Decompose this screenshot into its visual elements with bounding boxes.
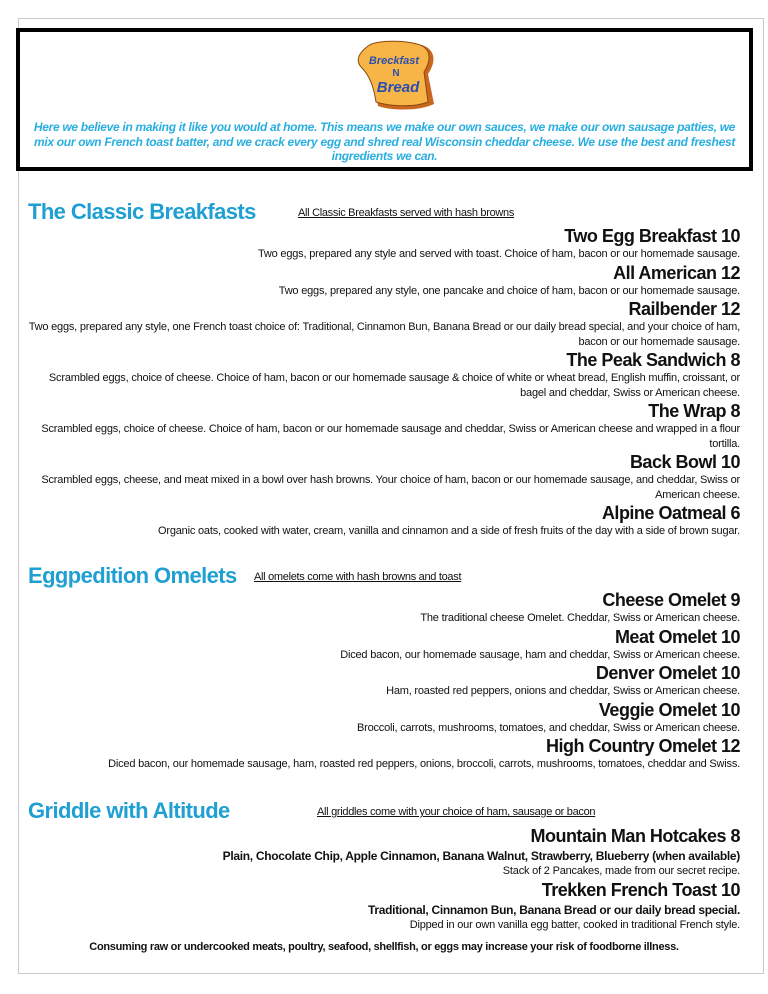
menu-item [28, 453, 740, 504]
item-desc: Dipped in our own vanilla egg batter, cooked in traditional French style. [409, 918, 740, 931]
svg-text:Bread: Bread [376, 79, 420, 96]
item-title: Meat Omelet 10 [614, 626, 740, 647]
svg-text:Breckfast: Breckfast [368, 55, 420, 67]
item-desc: Organic oats, cooked with water, cream, vanilla and cinnamon and a side of fresh fruits of the day with a side of brown sugar. [158, 525, 740, 537]
item-desc: Scrambled eggs, cheese, and meat mixed in a bowl over hash browns. Your choice of ham, bacon or our homemade sausage, and cheddar, Swiss or American cheese. [41, 474, 740, 501]
menu-item [28, 300, 740, 351]
menu-item [28, 827, 740, 881]
item-options: Traditional, Cinnamon Bun, Banana Bread or our daily bread special. [368, 902, 740, 917]
menu-item [28, 737, 740, 774]
item-desc: Diced bacon, our homemade sausage, ham, roasted red peppers, onions, broccoli, carrots, mushrooms, tomatoes, cheddar and Swiss. [108, 758, 740, 770]
item-title: The Wrap 8 [648, 401, 740, 421]
item-title: Two Egg Breakfast 10 [564, 226, 740, 246]
menu-item [28, 591, 740, 628]
item-title: Cheese Omelet 9 [602, 590, 740, 610]
section-note: All griddles come with your choice of ham, sausage or bacon [317, 806, 596, 818]
item-desc: Scrambled eggs, choice of cheese. Choice of ham, bacon or our homemade sausage and cheddar, Swiss or American cheese and wrapped in a flour tortilla. [41, 423, 740, 450]
menu-item [28, 881, 740, 935]
food-safety-disclaimer: Consuming raw or undercooked meats, poultry, seafood, shellfish, or eggs may increase your risk of foodborne illness. [89, 941, 679, 953]
menu-item [28, 264, 740, 301]
section-title: Eggpedition Omelets [28, 563, 237, 588]
item-desc: Two eggs, prepared any style, one French toast choice of: Traditional, Cinnamon Bun, Banana Bread or our daily bread special, and your choice of ham, bacon or our homemade sausage. [28, 321, 740, 348]
section-omelets [28, 562, 740, 774]
section-note: All Classic Breakfasts served with hash browns [298, 207, 515, 219]
section-note: All omelets come with hash browns and toast [254, 571, 462, 583]
item-title: Railbender 12 [628, 299, 740, 319]
section-title: Griddle with Altitude [28, 798, 230, 823]
item-title: Mountain Man Hotcakes 8 [530, 826, 740, 846]
intro-text: Here we believe in making it like you would at home. This means we make our own sauces, we make our own sausage patties, we mix our own French toast batter, and we crack every egg and shred real Wisconsin cheddar cheese. We use the best and freshest ingredients we can. [33, 120, 736, 163]
section-griddle [28, 797, 740, 934]
item-title: Trekken French Toast 10 [541, 879, 740, 900]
header-box [16, 28, 753, 171]
item-title: Veggie Omelet 10 [598, 699, 740, 720]
item-desc: Two eggs, prepared any style and served with toast. Choice of ham, bacon or our homemade sausage. [258, 248, 740, 260]
item-title: All American 12 [613, 262, 740, 283]
item-options: Plain, Chocolate Chip, Apple Cinnamon, Banana Walnut, Strawberry, Blueberry (when available) [222, 849, 740, 863]
menu-item [28, 664, 740, 701]
menu-item [28, 402, 740, 453]
item-desc: Diced bacon, our homemade sausage, ham and cheddar, Swiss or American cheese. [340, 648, 740, 661]
menu-item [28, 628, 740, 665]
item-title: High Country Omelet 12 [545, 736, 740, 756]
item-desc: Scrambled eggs, choice of cheese. Choice of ham, bacon or our homemade sausage & choice of white or wheat bread, English muffin, croissant, or bagel and cheddar, Swiss or American cheese. [48, 372, 740, 399]
svg-text:N: N [392, 68, 400, 79]
item-desc: The traditional cheese Omelet. Cheddar, Swiss or American cheese. [420, 612, 740, 624]
breakfast-n-bread-logo [348, 40, 438, 112]
menu-item [28, 701, 740, 738]
item-desc: Two eggs, prepared any style, one pancake and choice of ham, bacon or our homemade sausage. [278, 284, 740, 297]
menu-item [28, 227, 740, 264]
menu-item [28, 504, 740, 541]
section-classic-breakfasts [28, 198, 740, 541]
item-title: The Peak Sandwich 8 [566, 350, 740, 370]
item-desc: Broccoli, carrots, mushrooms, tomatoes, and cheddar, Swiss or American cheese. [356, 721, 740, 734]
item-title: Alpine Oatmeal 6 [601, 503, 740, 523]
item-desc: Ham, roasted red peppers, onions and cheddar, Swiss or American cheese. [386, 685, 740, 697]
item-title: Back Bowl 10 [629, 452, 740, 472]
section-title: The Classic Breakfasts [28, 199, 256, 224]
item-title: Denver Omelet 10 [595, 663, 740, 683]
item-desc: Stack of 2 Pancakes, made from our secret recipe. [502, 865, 740, 877]
menu-item [28, 351, 740, 402]
